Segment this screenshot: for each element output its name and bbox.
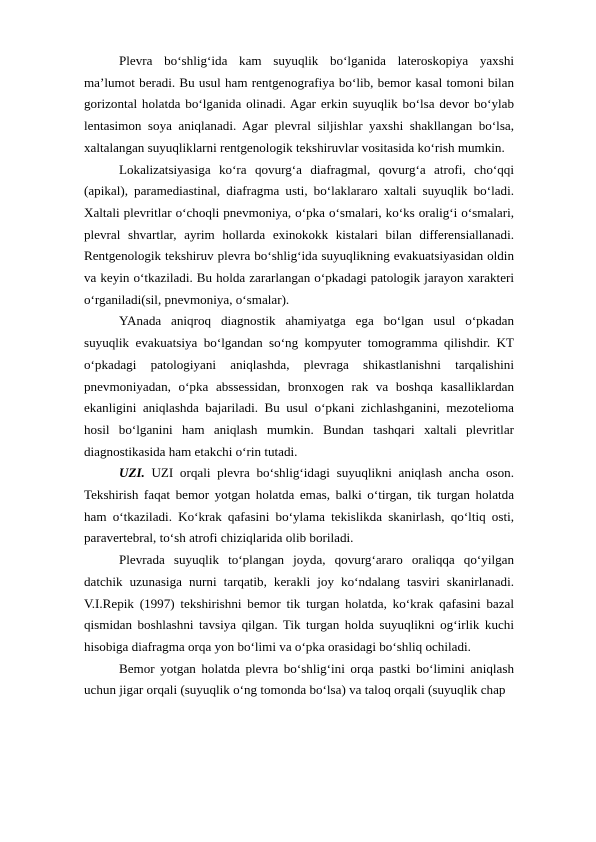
paragraph-lead-term: UZI. — [119, 465, 145, 481]
paragraph-text: UZI orqali plevra bo‘shlig‘idagi suyuqlikni aniqlash ancha oson. Tekshirish faqat bemor yotgan holatda emas, balki o‘tirgan, tik turgan holatda ham o‘tkaziladi. Ko‘krak qafasini bo‘ylama tekislikda skanirlash, qo‘ltiq osti, paravertebral, to‘sh atrofi chiziqlarida olib boriladi. — [84, 465, 514, 546]
document-page — [84, 50, 514, 701]
paragraph-text: Plevrada suyuqlik to‘plangan joyda, qovurg‘ararо oraliqqa qo‘yilgan datchik uzunasiga nurni tarqatib, kerakli joy ko‘ndalang tasviri skanirlanadi. V.I.Repik (1997) tekshirishni bemor tik turgan holatda, ko‘krak qafasini bazal qismidan boshlashni tavsiya qilgan. Tik turgan holda suyuqlikni og‘irlik kuchi hisobiga diafragma orqa yon bo‘limi va o‘pka orasidagi bo‘shliq ochiladi. — [84, 552, 514, 654]
paragraph-text: Plevra bo‘shlig‘ida kam suyuqlik bo‘lganida lateroskopiya yaxshi ma’lumot beradi. Bu usul ham rentgenografiya bo‘lib, bemor kasal tomoni bilan gorizontal holatda bo‘lganida olinadi. Agar erkin suyuqlik bo‘lsa devor bo‘ylab lentasimon soya aniqlanadi. Agar plevral siljishlar yaxshi shakllangan bo‘lsa, xaltalangan suyuqliklarni rentgenologik tekshiruvlar vositasida ko‘rish mumkin. — [84, 53, 514, 155]
paragraph-text: Bemor yotgan holatda plevra bo‘shlig‘ini orqa pastki bo‘limini aniqlash uchun jigar orqali (suyuqlik o‘ng tomonda bo‘lsa) va taloq orqali (suyuqlik chap — [84, 660, 514, 698]
paragraph-lateroskopiya — [84, 50, 514, 159]
paragraph-text: Lokalizatsiyasiga ko‘ra qovurg‘a diafragmal, qovurg‘a atrofi, cho‘qqi (apikal), paramediastinal, diafragma usti, bo‘laklararo xaltali suyuqlik bo‘ladi. Xaltali plevritlar o‘choqli pnevmoniya, o‘pka o‘smalari, ko‘ks oralig‘i o‘smalari, plevral shvartlar, ayrim hollarda exinokokk kistalari bilan differensiallanadi. Rentgenologik tekshiruv plevra bo‘shlig‘ida suyuqlikning evakuatsiyasidan oldin va keyin o‘tkaziladi. Bu holda zararlangan o‘pkadagi patologik jarayon xarakteri o‘rganiladi(sil, pnevmoniya, o‘smalar). — [84, 161, 514, 307]
paragraph-lokalizatsiya — [84, 159, 514, 311]
paragraph-uzi — [84, 462, 514, 549]
paragraph-skanirlash — [84, 549, 514, 658]
paragraph-text: YAnada aniqroq diagnostik ahamiyatga ega bo‘lgan usul o‘pkadan suyuqlik evakuatsiya bo‘lgandan so‘ng kompyuter tomogramma qilishdir. KT o‘pkadagi patologiyani aniqlashda, plevraga shikastlanishni tarqalishini pnevmoniyadan, o‘pka abssessidan, bronxogen rak va boshqa kasalliklardan ekanligini aniqlashda bajariladi. Bu usul o‘pkani zichlashganini, mezotelioma hosil bo‘lganini ham aniqlash mumkin. Bundan tashqari xaltali plevritlar diagnostikasida ham etakchi o‘rin tutadi. — [84, 313, 514, 459]
paragraph-bemor-yotgan — [84, 658, 514, 701]
paragraph-kompyuter-tomogramma — [84, 310, 514, 462]
